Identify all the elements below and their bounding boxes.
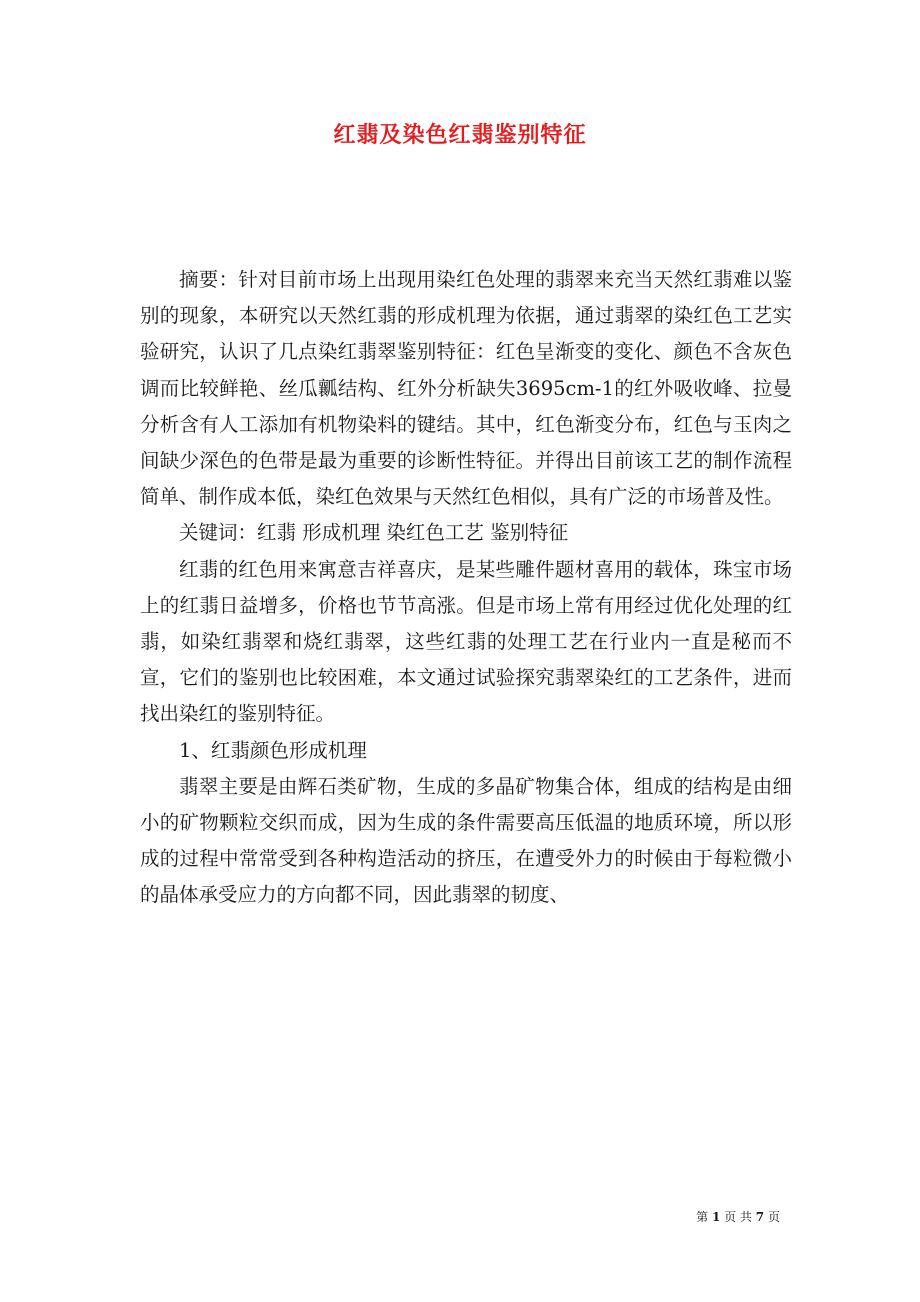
footer-middle: 页 共 bbox=[724, 1210, 752, 1224]
intro-paragraph: 红翡的红色用来寓意吉祥喜庆，是某些雕件题材喜用的载体，珠宝市场上的红翡日益增多，价格也节节高涨。但是市场上常有用经过优化处理的红翡，如染红翡翠和烧红翡翠，这些红翡的处理工艺在行业内一直是秘而不宣，它们的鉴别也比较困难，本文通过试验探究翡翠染红的工艺条件，进而找出染红的鉴别特征。 bbox=[140, 557, 792, 726]
footer-page-number: 1 bbox=[711, 1210, 721, 1224]
section-heading: 1、红翡颜色形成机理 bbox=[179, 738, 367, 762]
page-footer bbox=[696, 1208, 780, 1225]
document-title: 红翡及染色红翡鉴别特征 bbox=[333, 122, 587, 148]
document-body bbox=[140, 262, 792, 914]
footer-suffix: 页 bbox=[767, 1210, 780, 1224]
abstract-paragraph: 摘要：针对目前市场上出现用染红色处理的翡翠来充当天然红翡难以鉴别的现象，本研究以天然红翡的形成机理为依据，通过翡翠的染红色工艺实验研究，认识了几点染红翡翠鉴别特征：红色呈渐变的变化、颜色不含灰色调而比较鲜艳、丝瓜瓤结构、红外分析缺失3695cm-1的红外吸收峰、拉曼分析含有人工添加有机物染料的键结。其中，红色渐变分布，红色与玉肉之间缺少深色的色带是最为重要的诊断性特征。并得出目前该工艺的制作流程简单、制作成本低，染红色效果与天然红色相似，具有广泛的市场普及性。 bbox=[140, 268, 792, 509]
footer-prefix: 第 bbox=[696, 1210, 709, 1224]
body-paragraph: 翡翠主要是由辉石类矿物，生成的多晶矿物集合体，组成的结构是由细小的矿物颗粒交织而成，因为生成的条件需要高压低温的地质环境，所以形成的过程中常常受到各种构造活动的挤压，在遭受外力的时候由于每粒微小的晶体承受应力的方向都不同，因此翡翠的韧度、 bbox=[140, 774, 792, 907]
footer-total-pages: 7 bbox=[755, 1210, 765, 1224]
keywords-paragraph: 关键词：红翡 形成机理 染红色工艺 鉴别特征 bbox=[179, 521, 569, 545]
